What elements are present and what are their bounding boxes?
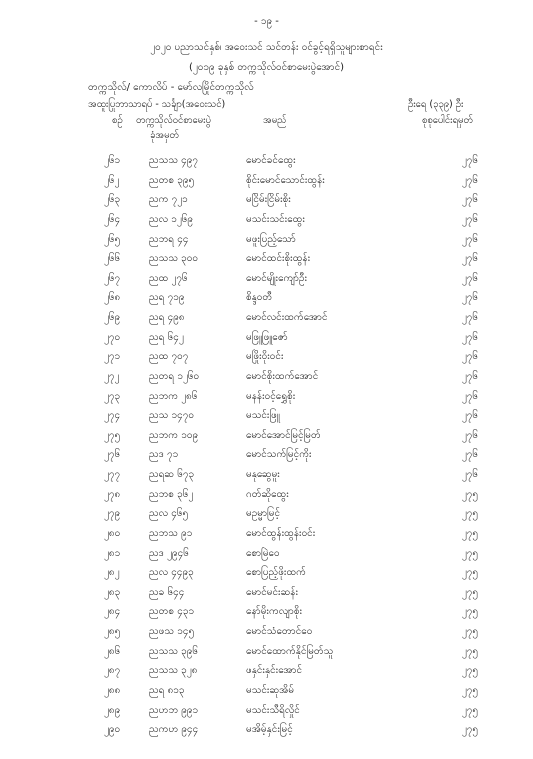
row-name: မောင်ထောက်နိုင်မြတ်သူ	[246, 645, 334, 657]
table-row	[0, 425, 533, 445]
row-number: ၂၈၆	[104, 645, 121, 657]
row-name: ဂတ်ဆိုထွေး	[246, 488, 289, 500]
row-exam-number: ညတစ ၄၃၁	[149, 606, 195, 618]
row-number: ၂၇၃	[104, 390, 121, 402]
row-total-mark: ၂၇၆	[461, 331, 478, 343]
table-row	[0, 209, 533, 229]
row-name: ဖနှင်းနှင်းအောင်	[246, 665, 303, 677]
table-row	[0, 307, 533, 327]
row-number: ၂၈၉	[104, 704, 121, 716]
row-name: မအိမ့်နှင်းမြင့်	[246, 724, 293, 736]
column-header-mark: စုစုပေါင်းရမှတ်	[422, 115, 473, 126]
table-row	[0, 229, 533, 249]
table-row	[0, 444, 533, 464]
row-exam-number: ညရ ၈၁၃	[149, 684, 185, 696]
total-count-label: ဦးရေ (၃၃၉) ဦး	[408, 99, 464, 110]
page-number: - ၁၉ -	[254, 16, 279, 27]
row-total-mark: ၂၇၆	[461, 449, 478, 461]
row-name: မောင်အောင်မြင့်မြတ်	[246, 429, 321, 441]
row-exam-number: ညသ ၁၄၇၀	[149, 410, 195, 422]
row-total-mark: ၂၇၅	[461, 684, 478, 696]
row-total-mark: ၂၇၆	[461, 292, 478, 304]
row-number: ၂၈၁	[104, 547, 121, 559]
row-name: မောင်သံတောင်ဝေ	[246, 626, 313, 637]
table-row	[0, 268, 533, 288]
row-exam-number: ညရ ၆၄၂	[149, 331, 184, 343]
row-number: ၂၈၇	[104, 665, 121, 677]
table-row	[0, 170, 533, 190]
row-name: မောင်ခင်ထွေး	[246, 155, 296, 166]
row-total-mark: ၂၇၅	[461, 508, 478, 520]
row-total-mark: ၂၇၆	[461, 410, 478, 422]
row-exam-number: ညလ ၄၆၅	[149, 508, 189, 520]
row-number: ၂၆၅	[104, 233, 121, 245]
row-number: ၂၇၁	[104, 351, 121, 363]
row-total-mark: ၂၇၅	[461, 665, 478, 677]
table-row	[0, 660, 533, 680]
table-row	[0, 621, 533, 641]
row-number: ၂၆၁	[104, 155, 121, 166]
table-row	[0, 680, 533, 700]
column-header-no: စဉ်	[112, 115, 123, 126]
row-number: ၂၈၈	[104, 684, 121, 696]
row-exam-number: ညကဟ ၉၄၄	[149, 724, 199, 736]
row-name: စိုင်းမောင်သောင်းထွန်း	[246, 174, 325, 186]
table-row	[0, 189, 533, 209]
row-name: နော်မိုးကလျာစိုး	[246, 606, 302, 618]
row-number: ၂၈၃	[104, 586, 121, 598]
row-exam-number: ညရ ၄၉၈	[149, 312, 185, 323]
table-row	[0, 248, 533, 268]
row-name: မနန်းဝင့်ရွှေစိုး	[246, 390, 296, 402]
row-name: မဖြိုးဝိုးဝင်း	[246, 351, 284, 363]
column-header-reg-sub: ခုံအမှတ်	[150, 130, 179, 141]
row-exam-number: ညဘသ ၉၁	[149, 527, 193, 539]
column-header-name: အမည်	[263, 115, 287, 126]
row-name: မသင်းသင်းထွေး	[246, 213, 305, 225]
row-total-mark: ၂၇၅	[461, 626, 478, 637]
row-number: ၂၆၈	[104, 292, 121, 304]
row-total-mark: ၂၇၅	[461, 586, 478, 598]
table-row	[0, 287, 533, 307]
row-number: ၂၈၂	[104, 567, 120, 579]
row-name: မဥမ္မာမြင့်	[246, 508, 281, 520]
row-name: မဖြူဖြူဇော်	[246, 331, 288, 343]
row-total-mark: ၂၇၆	[461, 155, 478, 166]
row-total-mark: ၂၇၆	[461, 312, 478, 323]
table-row	[0, 523, 533, 543]
row-total-mark: ၂၇၅	[461, 527, 478, 539]
row-exam-number: ညထ ၇၀၇	[149, 351, 189, 363]
row-number: ၂၆၉	[104, 312, 121, 323]
table-row	[0, 562, 533, 582]
row-name: မောင်လင်းထက်အောင်	[246, 312, 328, 323]
row-number: ၂၇၂	[104, 370, 120, 382]
row-number: ၂၇၇	[104, 469, 121, 480]
row-exam-number: ညဘက ၂၈၆	[149, 390, 198, 402]
table-row	[0, 327, 533, 347]
row-number: ၂၆၂	[104, 174, 120, 186]
row-exam-number: ညဘက ၁၀၉	[149, 429, 199, 441]
row-total-mark: ၂၇၅	[461, 704, 478, 716]
row-exam-number: ညဒ ၂၉၄၆	[149, 547, 189, 559]
row-number: ၂၈၀	[104, 527, 121, 539]
row-number: ၂၉၀	[104, 724, 121, 736]
row-name: စိန္ဒဝတီ	[246, 292, 273, 304]
row-total-mark: ၂၇၅	[461, 547, 478, 559]
row-exam-number: ညတစ ၃၉၅	[149, 174, 195, 186]
row-exam-number: ညဒ ၇၁	[149, 449, 179, 461]
table-row	[0, 405, 533, 425]
row-name: မောင်ထွန်းထွန်းဝင်း	[246, 527, 316, 539]
row-exam-number: ညခ ၆၄၄	[149, 586, 185, 598]
row-name: စောပြည့်ဖိုးထက်	[246, 567, 306, 579]
table-row	[0, 503, 533, 523]
row-total-mark: ၂၇၅	[461, 724, 478, 736]
row-name: မသင်းဖြူ	[246, 410, 280, 422]
table-row	[0, 386, 533, 406]
row-exam-number: ညသသ ၄၉၇	[149, 155, 199, 166]
row-number: ၂၆၇	[104, 272, 121, 284]
subject-label: အထူးပြုဘာသာရပ် - သင်္ချာ(အဝေးသင်)	[88, 99, 226, 110]
row-total-mark: ၂၇၅	[461, 645, 478, 657]
row-name: မောင်မင်းဆန်း	[246, 586, 298, 598]
row-name: မောင်စိုးထက်အောင်	[246, 370, 319, 382]
table-row	[0, 484, 533, 504]
row-total-mark: ၂၇၆	[461, 469, 478, 480]
table-row	[0, 641, 533, 661]
table-row	[0, 719, 533, 739]
row-name: မနုဆွေမူး	[246, 469, 280, 480]
column-header-reg: တက္ကသိုလ်ဝင်စာမေးပွဲ	[136, 115, 211, 126]
table-row	[0, 543, 533, 563]
row-total-mark: ၂၇၅	[461, 488, 478, 500]
row-number: ၂၈၅	[104, 626, 121, 637]
table-row	[0, 700, 533, 720]
row-name: စောမြဲဝေ	[246, 547, 280, 559]
row-exam-number: ညတရ ၁၂၆၀	[149, 370, 200, 382]
row-name: မငြိမ်းငြိမ်းစိုး	[246, 194, 291, 206]
row-number: ၂၇၈	[104, 488, 121, 500]
row-total-mark: ၂၇၆	[461, 390, 478, 402]
table-row	[0, 601, 533, 621]
row-exam-number: ညလ ၁၂၆၉	[149, 213, 194, 225]
row-number: ၂၆၄	[104, 213, 121, 225]
document-subtitle: (၂၀၁၉ ခုနှစ် တက္ကသိုလ်ဝင်စာမေးပွဲအောင်)	[188, 62, 345, 73]
university-label: တက္ကသိုလ်/ ကောလိပ် - မော်လမြိုင်တက္ကသိုလ်	[88, 82, 254, 93]
row-exam-number: ညဟဘ ၉၉၁	[149, 704, 199, 716]
row-total-mark: ၂၇၆	[461, 351, 478, 363]
row-total-mark: ၂၇၆	[461, 370, 478, 382]
table-row	[0, 346, 533, 366]
table-row	[0, 366, 533, 386]
row-total-mark: ၂၇၅	[461, 567, 478, 579]
row-total-mark: ၂၇၆	[461, 233, 478, 245]
row-total-mark: ၂၇၆	[461, 174, 478, 186]
row-exam-number: ညက ၇၂၁	[149, 194, 188, 206]
row-exam-number: ညထ ၂၇၆	[149, 272, 188, 284]
row-total-mark: ၂၇၆	[461, 213, 478, 225]
row-total-mark: ၂၇၆	[461, 253, 478, 265]
row-exam-number: ညဘရ ၄၄	[149, 233, 189, 245]
row-number: ၂၇၅	[104, 429, 121, 441]
row-total-mark: ၂၇၆	[461, 194, 478, 206]
row-exam-number: ညရ ၇၁၉	[149, 292, 185, 304]
row-exam-number: ညလ ၄၄၉၃	[149, 567, 194, 579]
row-name: မဖူးပြည့်သော်	[246, 233, 296, 245]
row-total-mark: ၂၇၆	[461, 429, 478, 441]
row-total-mark: ၂၇၆	[461, 272, 478, 284]
row-exam-number: ညဘစ ၃၆၂	[149, 488, 194, 500]
row-number: ၂၇၄	[104, 410, 121, 422]
table-row	[0, 150, 533, 170]
row-name: မသင်းဆုအိမ်	[246, 684, 295, 696]
results-table	[0, 150, 533, 739]
row-name: မသင်းသီရိလှိုင်	[246, 704, 300, 716]
row-name: မောင်သက်မြင့်ကိုး	[246, 449, 312, 461]
row-number: ၂၇၆	[104, 449, 121, 461]
row-exam-number: ညသသ ၃၂၈	[149, 665, 198, 677]
row-name: မောင်ထင်းစိုးထွန်း	[246, 253, 311, 265]
row-number: ၂၇၀	[104, 331, 121, 343]
row-exam-number: ညသသ ၃၀၀	[149, 253, 199, 265]
row-exam-number: ညသသ ၃၉၆	[149, 645, 199, 657]
row-total-mark: ၂၇၅	[461, 606, 478, 618]
row-exam-number: ညဖသ ၁၄၅	[149, 626, 195, 637]
row-exam-number: ညရဆ ၆၇၃	[149, 469, 195, 480]
row-number: ၂၈၄	[104, 606, 121, 618]
row-number: ၂၇၉	[104, 508, 121, 520]
row-name: မောင်မျိုးကျော်ဦး	[246, 272, 308, 284]
row-number: ၂၆၃	[104, 194, 121, 206]
document-title: ၂၀၂၀ ပညာသင်နှစ်၊ အဝေးသင် သင်တန်း ဝင်ခွင့်ရရှိသူများစာရင်း	[150, 42, 383, 53]
table-row	[0, 582, 533, 602]
row-number: ၂၆၆	[104, 253, 121, 265]
table-row	[0, 464, 533, 484]
